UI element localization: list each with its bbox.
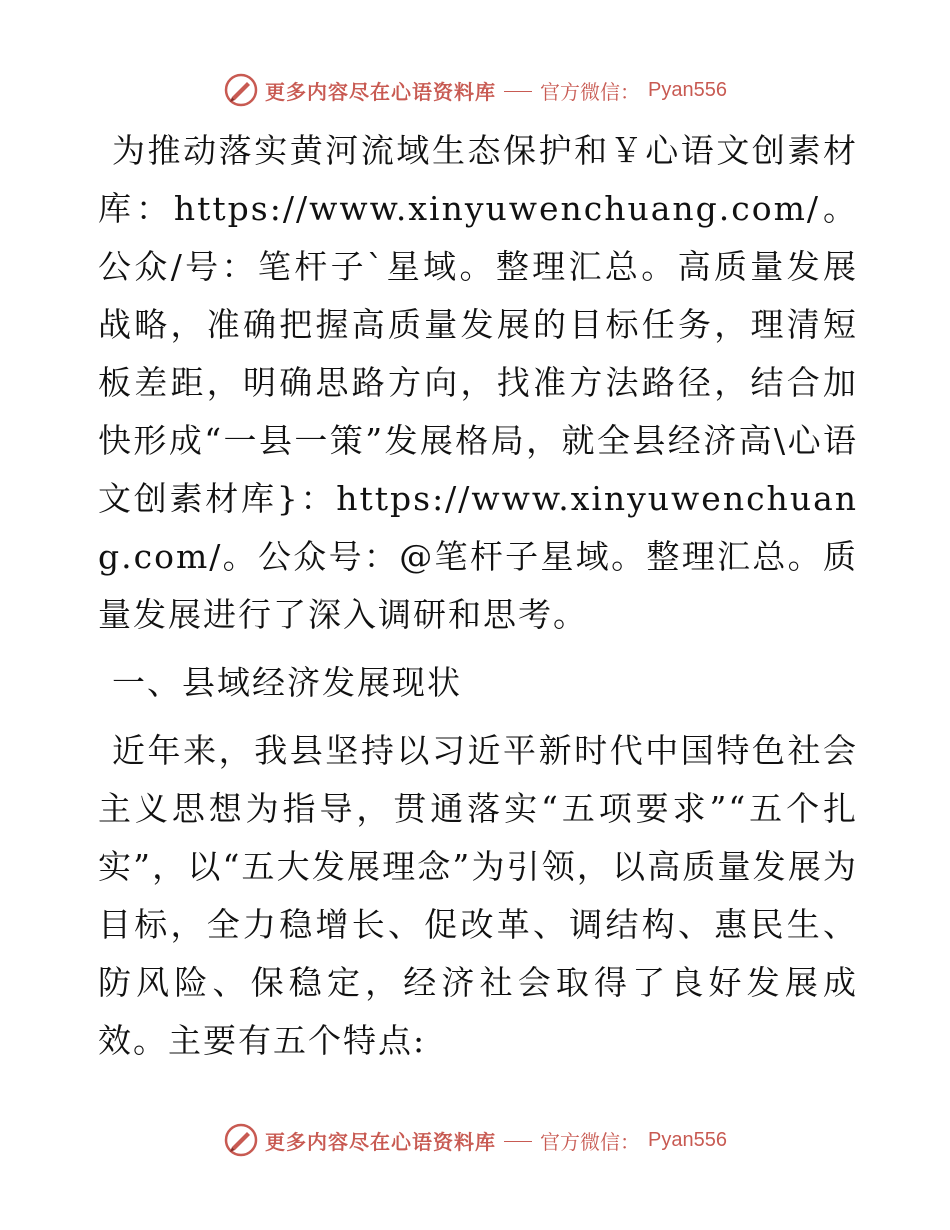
banner-wechat-label: 官方微信：: [540, 1129, 641, 1154]
banner-wechat-label: 官方微信：: [540, 79, 641, 104]
paragraph-status: 近年来，我县坚持以习近平新时代中国特色社会主义思想为指导，贯通落实“五项要求”“五个扎实”，以“五大发展理念”为引领，以高质量发展为目标，全力稳增长、促改革、调结构、惠民生、防风险、保稳定，经济社会取得了良好发展成效。主要有五个特点:: [98, 731, 858, 1060]
header-watermark-banner: [0, 70, 950, 110]
banner-separator: [504, 91, 532, 92]
pen-logo-icon: [223, 1122, 259, 1158]
banner-wechat-id: Pyan556: [648, 78, 727, 101]
document-body: [98, 122, 858, 1070]
paragraph-gap: [98, 712, 858, 722]
banner-text: 更多内容尽在心语资料库: [265, 79, 497, 104]
paragraph-intro: 为推动落实黄河流域生态保护和￥心语文创素材库：https://www.xinyuwenchuang.com/。公众/号：笔杆子`星域。整理汇总。高质量发展战略，准确把握高质量发展的目标任务，理清短板差距，明确思路方向，找准方法路径，结合加快形成“一县一策”发展格局，就全县经济高\心语文创素材库}：https://www.xinyuwenchuang.com/。公众号：@笔杆子星域。整理汇总。质量发展进行了深入调研和思考。: [98, 131, 858, 634]
banner-text: 更多内容尽在心语资料库: [265, 1129, 497, 1154]
footer-watermark-banner: [0, 1120, 950, 1160]
section-heading: 一、县域经济发展现状: [112, 663, 462, 702]
pen-logo-icon: [223, 72, 259, 108]
paragraph-gap: [98, 644, 858, 654]
banner-wechat-id: Pyan556: [648, 1128, 727, 1151]
banner-separator: [504, 1141, 532, 1142]
